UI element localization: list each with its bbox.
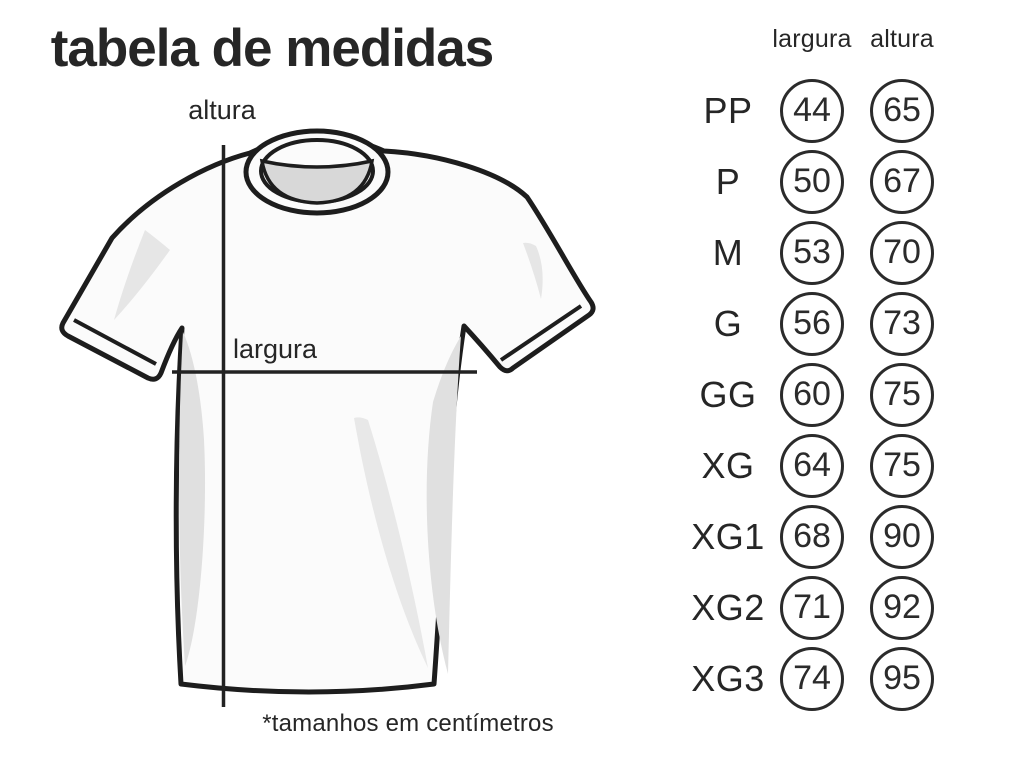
largura-label: largura: [233, 334, 318, 364]
page-title: tabela de medidas: [50, 19, 494, 78]
altura-value-circle: 65: [870, 79, 934, 143]
size-label: G: [713, 302, 743, 344]
largura-value-circle: 68: [780, 505, 844, 569]
largura-value-circle: 64: [780, 434, 844, 498]
altura-value-circle: 67: [870, 150, 934, 214]
size-row: [690, 359, 990, 430]
size-row: [690, 501, 990, 572]
size-row: [690, 217, 990, 288]
altura-value-circle: 92: [870, 576, 934, 640]
header-altura: altura: [870, 25, 934, 53]
largura-value-circle: 53: [780, 221, 844, 285]
footnote: *tamanhos em centímetros: [262, 710, 554, 737]
size-label: PP: [703, 89, 753, 131]
largura-value-circle: 50: [780, 150, 844, 214]
size-row: [690, 75, 990, 146]
altura-value-circle: 75: [870, 434, 934, 498]
size-label: XG: [701, 444, 755, 486]
size-row: [690, 643, 990, 714]
tshirt-outline: [62, 136, 593, 692]
size-label: GG: [699, 373, 757, 415]
altura-value-circle: 70: [870, 221, 934, 285]
size-label: P: [715, 160, 741, 202]
header-largura: largura: [772, 25, 852, 53]
altura-value-circle: 75: [870, 363, 934, 427]
largura-value-circle: 60: [780, 363, 844, 427]
size-row: [690, 430, 990, 501]
size-label: M: [712, 231, 744, 273]
largura-value-circle: 56: [780, 292, 844, 356]
largura-value-circle: 71: [780, 576, 844, 640]
size-label: XG3: [691, 657, 765, 699]
altura-value-circle: 95: [870, 647, 934, 711]
size-label: XG2: [691, 586, 765, 628]
altura-value-circle: 73: [870, 292, 934, 356]
largura-value-circle: 44: [780, 79, 844, 143]
size-table-header-row: [690, 4, 990, 75]
altura-label: altura: [188, 95, 256, 125]
size-row: [690, 288, 990, 359]
size-row: [690, 572, 990, 643]
size-label: XG1: [691, 515, 765, 557]
size-table: [690, 4, 990, 714]
largura-value-circle: 74: [780, 647, 844, 711]
size-row: [690, 146, 990, 217]
altura-value-circle: 90: [870, 505, 934, 569]
